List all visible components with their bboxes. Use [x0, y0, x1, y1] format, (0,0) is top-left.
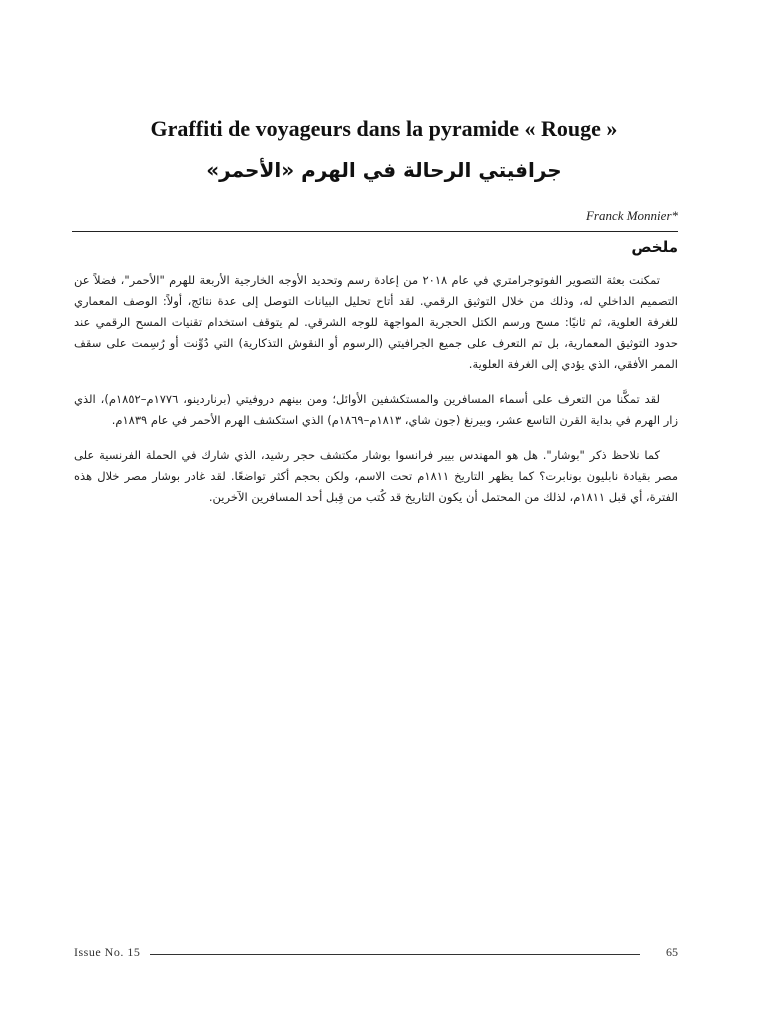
- footer-issue-label: Issue No. 15: [74, 945, 141, 959]
- abstract-paragraph-1: تمكنت بعثة التصوير الفوتوجرامتري في عام ٢٠١٨ من إعادة رسم وتحديد الأوجه الخارجية الأربعة للهرم "الأحمر"، فضلاً عن التصميم الداخلي له، وذلك من خلال التوثيق الرقمي. لقد أتاح تحليل البيانات التوصل إلى عدة نتائج، أولاً: الوصف المعماري للغرفة العلوية، ثم ثانيًا: مسح ورسم الكتل الحجرية المواجهة للوجه الشرقي. لم يتوقف استخدام تقنيات المسح الرقمي عند حدود التوثيق المعمارية، بل تم التعرف على جميع الجرافيتي (الرسوم أو النقوش التذكارية) التي دُوِّنت أو رُسِمت على سقف الممر الأفقي، الذي يؤدي إلى الغرفة العلوية.: [74, 273, 678, 371]
- title-french: Graffiti de voyageurs dans la pyramide « Rouge »: [150, 116, 618, 141]
- abstract-heading: ملخص: [631, 238, 678, 256]
- header-divider: [72, 231, 678, 232]
- abstract-body: [74, 270, 678, 522]
- author-name: Franck Monnier*: [585, 208, 678, 223]
- footer-divider: [150, 954, 640, 955]
- footer-page-number: 65: [666, 945, 678, 959]
- title-arabic: جرافيتي الرحالة في الهرم «الأحمر»: [206, 158, 562, 182]
- abstract-paragraph-2: لقد تمكَّنا من التعرف على أسماء المسافرين والمستكشفين الأوائل؛ ومن بينهم دروفيتي (برناردينو، ١٧٧٦م–١٨٥٢م)، الذي زار الهرم في بداية القرن التاسع عشر، وبيرنغ (جون شاي، ١٨١٣م–١٨٦٩م) الذي استكشف الهرم الأحمر في عام ١٨٣٩م.: [74, 392, 678, 427]
- abstract-paragraph-3: كما نلاحظ ذكر "بوشار". هل هو المهندس بيير فرانسوا بوشار مكتشف حجر رشيد، الذي شارك في الحملة الفرنسية على مصر بقيادة نابليون بونابرت؟ كما يظهر التاريخ ١٨١١م تحت الاسم، ولكن بحجم أكثر تواضعًا. لقد غادر بوشار مصر خلال هذه الفترة، أي قبل ١٨١١م، لذلك من المحتمل أن يكون التاريخ قد كُتب من قِبل أحد المسافرين الآخرين.: [74, 448, 678, 504]
